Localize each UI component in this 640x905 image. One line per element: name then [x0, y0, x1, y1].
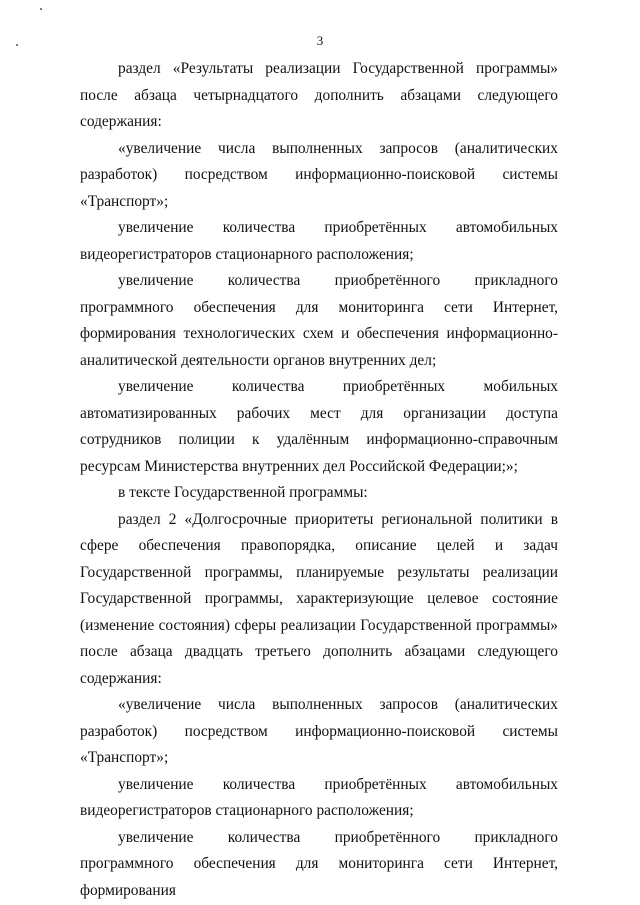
paragraph-3: увеличение количества приобретённых автомобильных видеорегистраторов стационарного расположения;	[80, 219, 558, 263]
paragraph-9: увеличение количества приобретённых автомобильных видеорегистраторов стационарного расположения;	[80, 775, 558, 819]
paragraph-8: «увеличение числа выполненных запросов (аналитических разработок) посредством информационно-поисковой системы «Транспорт»;	[80, 696, 558, 766]
scan-speck-top-left	[40, 8, 42, 10]
paragraph-4: увеличение количества приобретённого прикладного программного обеспечения для мониторинга сети Интернет, формирования технологических схем и обеспечения информационно-аналитической деятельности органов внутренних дел;	[80, 272, 558, 369]
document-body	[80, 56, 558, 904]
paragraph-2: «увеличение числа выполненных запросов (аналитических разработок) посредством информационно-поисковой системы «Транспорт»;	[80, 139, 558, 210]
paragraph-10: увеличение количества приобретённого прикладного программного обеспечения для мониторинга сети Интернет, формирования	[80, 828, 558, 899]
paragraph-5: увеличение количества приобретённых мобильных автоматизированных рабочих мест для организации доступа сотрудников полиции к удалённым информационно-справочным ресурсам Министерства внутренних дел Российской Федерации;»;	[80, 378, 558, 475]
paragraph-1: раздел «Результаты реализации Государственной программы» после абзаца четырнадцатого дополнить абзацами следующего содержания:	[80, 60, 558, 130]
paragraph-6: в тексте Государственной программы:	[118, 484, 368, 501]
page-number: 3	[316, 33, 324, 48]
paragraph-7: раздел 2 «Долгосрочные приоритеты региональной политики в сфере обеспечения правопорядка, описание целей и задач Государственной программы, планируемые результаты реализации Государственной программы, характеризующие целевое состояние (изменение состояния) сферы реализации Государственной программы» после абзаца двадцать третьего дополнить абзацами следующего содержания:	[80, 510, 558, 687]
